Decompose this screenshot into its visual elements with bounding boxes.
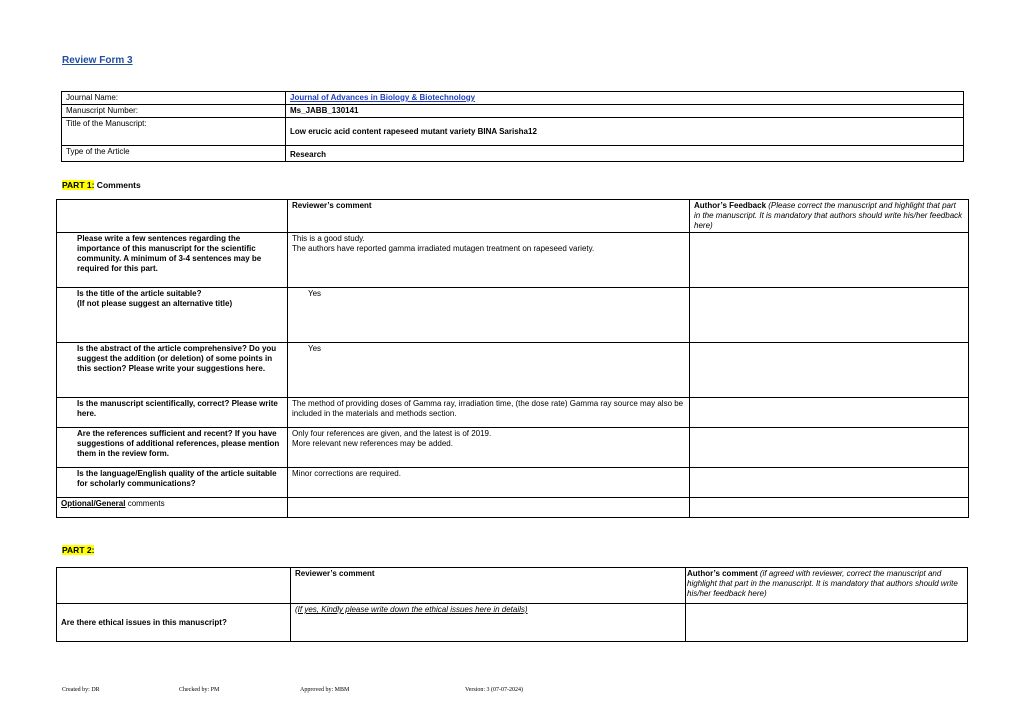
article-type-label: Type of the Article xyxy=(62,146,286,162)
manuscript-info-table xyxy=(61,91,964,162)
author-feedback-cell[interactable] xyxy=(690,498,969,518)
author-feedback-cell[interactable] xyxy=(690,288,969,343)
reviewer-comment-cell[interactable]: Yes xyxy=(288,288,690,343)
ethics-question-cell: Are there ethical issues in this manuscript? xyxy=(57,604,291,642)
question-cell: Is the manuscript scientifically, correct? Please write here. xyxy=(57,398,288,428)
question-cell: Are the references sufficient and recent? If you have suggestions of additional references, please mention them in the review form. xyxy=(57,428,288,468)
answer-line: More relevant new references may be added. xyxy=(292,439,453,448)
table-row xyxy=(57,288,969,343)
table-row xyxy=(57,343,969,398)
table-row xyxy=(57,468,969,498)
optional-comments-label xyxy=(57,498,288,518)
part2-label-highlight: PART 2: xyxy=(62,545,95,555)
footer-version: Version: 3 (07-07-2024) xyxy=(465,687,523,693)
part2-col-author-bold: Author’s comment xyxy=(687,569,758,578)
part1-col-author xyxy=(690,200,969,233)
author-feedback-cell[interactable] xyxy=(690,343,969,398)
manuscript-number-label: Manuscript Number: xyxy=(62,105,286,118)
manuscript-title-label: Title of the Manuscript: xyxy=(62,118,286,146)
table-row xyxy=(57,233,969,288)
ethics-hint: (If yes, Kindly please write down the ethical issues here in details) xyxy=(295,605,528,614)
part2-col-reviewer: Reviewer’s comment xyxy=(291,568,686,604)
part2-col-author xyxy=(686,568,968,604)
question-line: Is the title of the article suitable? xyxy=(77,289,202,298)
part2-header-empty xyxy=(57,568,291,604)
part2-col-author-italic: (if agreed with reviewer, correct the manuscript and highlight that part in the manuscript. It is mandatory that authors should write his/her feedback here) xyxy=(687,569,958,598)
answer-line: The authors have reported gamma irradiated mutagen treatment on rapeseed variety. xyxy=(292,244,595,253)
part1-label-rest: Comments xyxy=(94,180,141,190)
part1-label-highlight: PART 1: xyxy=(62,180,95,190)
journal-name-value[interactable] xyxy=(286,92,964,105)
author-feedback-cell[interactable] xyxy=(690,468,969,498)
journal-name-label: Journal Name: xyxy=(62,92,286,105)
part1-col-reviewer: Reviewer’s comment xyxy=(288,200,690,233)
question-cell: Please write a few sentences regarding the importance of this manuscript for the scientific community. A minimum of 3-4 sentences may be required for this part. xyxy=(57,233,288,288)
part1-col-author-italic: (Please correct the manuscript and highlight that part in the manuscript. It is mandatory that authors should write his/her feedback here) xyxy=(694,201,963,230)
author-comment-cell[interactable] xyxy=(686,604,968,642)
table-row xyxy=(57,498,969,518)
reviewer-comment-cell[interactable] xyxy=(291,604,686,642)
footer-checked-by: Checked by: PM xyxy=(179,687,220,693)
optional-comments-rest: comments xyxy=(125,499,165,508)
question-line: (If not please suggest an alternative title) xyxy=(77,299,233,308)
reviewer-comment-cell[interactable] xyxy=(288,498,690,518)
part1-col-author-bold: Author’s Feedback xyxy=(694,201,767,210)
table-row xyxy=(57,604,968,642)
journal-link[interactable]: Journal of Advances in Biology & Biotechnology xyxy=(290,93,476,102)
author-feedback-cell[interactable] xyxy=(690,398,969,428)
question-cell: Is the language/English quality of the article suitable for scholarly communications? xyxy=(57,468,288,498)
reviewer-comment-cell[interactable] xyxy=(288,233,690,288)
answer-line: Only four references are given, and the latest is of 2019. xyxy=(292,429,492,438)
part2-label xyxy=(62,545,94,555)
footer-created-by: Created by: DR xyxy=(62,687,100,693)
footer-approved-by: Approved by: MBM xyxy=(300,687,350,693)
reviewer-comment-cell[interactable]: Yes xyxy=(288,343,690,398)
author-feedback-cell[interactable] xyxy=(690,428,969,468)
optional-comments-bold: Optional/General xyxy=(61,499,126,508)
part1-label xyxy=(62,180,141,190)
manuscript-number-value: Ms_JABB_130141 xyxy=(286,105,964,118)
reviewer-comment-cell[interactable]: Minor corrections are required. xyxy=(288,468,690,498)
part1-comments-table xyxy=(56,199,969,518)
reviewer-comment-cell[interactable] xyxy=(288,428,690,468)
form-title: Review Form 3 xyxy=(62,55,133,66)
article-type-value: Research xyxy=(286,146,964,162)
author-feedback-cell[interactable] xyxy=(690,233,969,288)
reviewer-comment-cell[interactable]: The method of providing doses of Gamma ray, irradiation time, (the dose rate) Gamma ray source may also be included in the materials and methods section. xyxy=(288,398,690,428)
manuscript-title-value: Low erucic acid content rapeseed mutant variety BINA Sarisha12 xyxy=(286,118,964,146)
table-row xyxy=(57,398,969,428)
part1-header-empty xyxy=(57,200,288,233)
question-cell: Is the abstract of the article comprehensive? Do you suggest the addition (or deletion) of some points in this section? Please write your suggestions here. xyxy=(57,343,288,398)
part2-ethics-table xyxy=(56,567,968,642)
answer-line: This is a good study. xyxy=(292,234,365,243)
question-cell xyxy=(57,288,288,343)
table-row xyxy=(57,428,969,468)
